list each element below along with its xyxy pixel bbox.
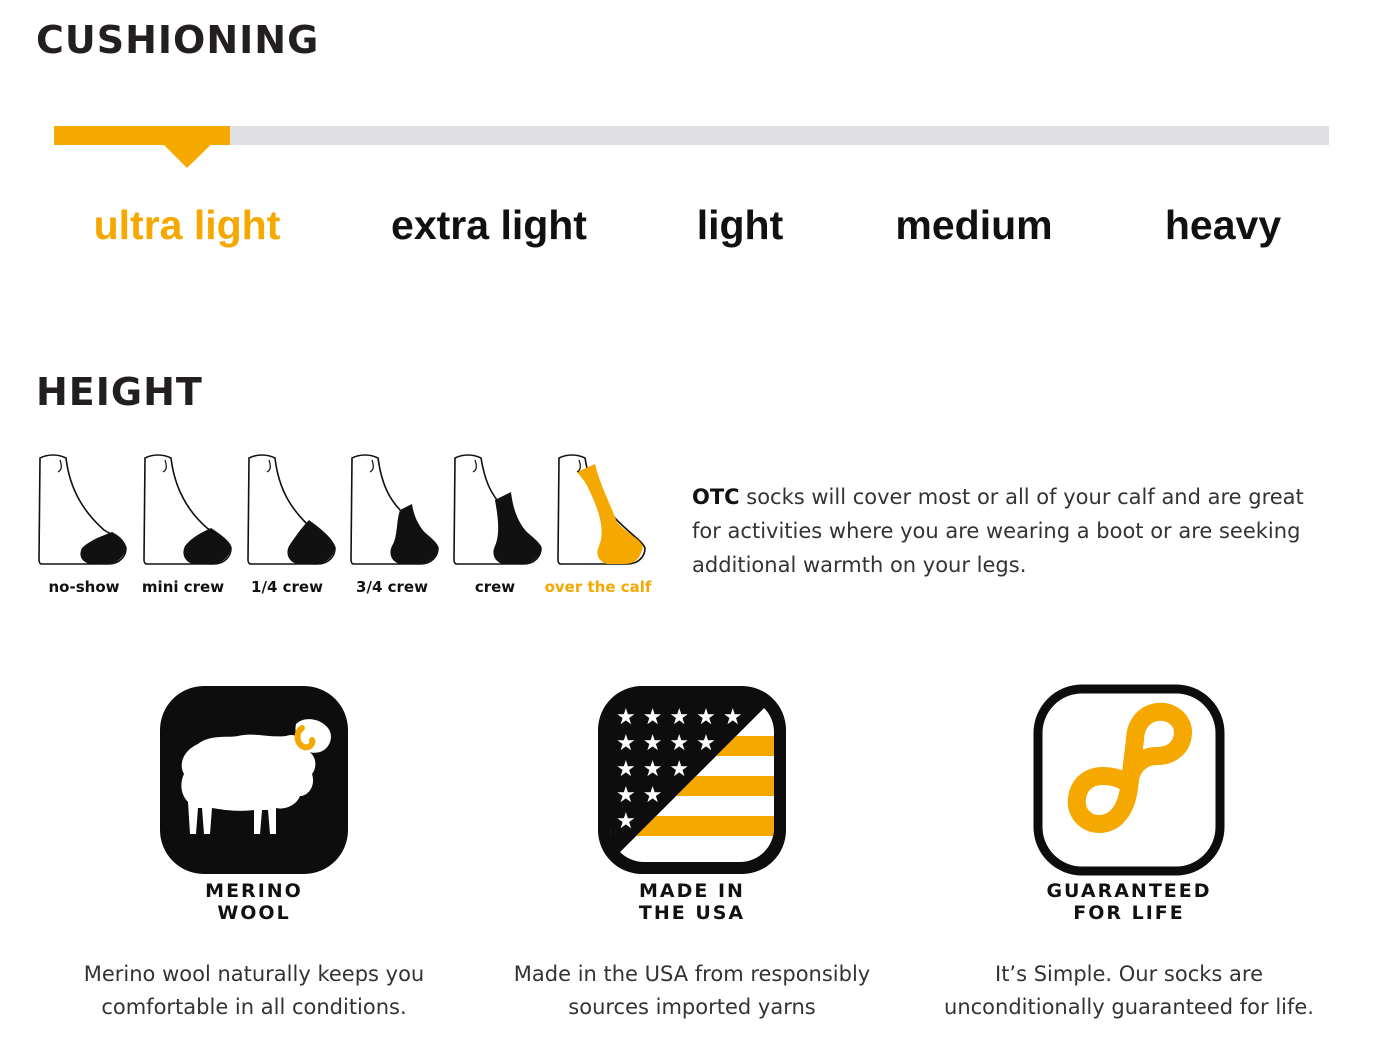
feature-title-made-in-usa <box>532 880 852 924</box>
svg-text:★ ★ ★ ★: ★ ★ ★ ★ <box>616 731 716 756</box>
feature-title-line: MERINO <box>205 880 303 902</box>
svg-text:★ ★ ★: ★ ★ ★ <box>616 757 690 782</box>
svg-text:★: ★ <box>616 809 636 834</box>
feature-description-made-in-usa: Made in the USA from responsibly sources imported yarns <box>513 962 871 1019</box>
height-description-text: socks will cover most or all of your calf and are great for activities where you are wearing a boot or are seeking additional warmth on your legs. <box>692 485 1304 577</box>
feature-title-merino-wool <box>94 880 414 924</box>
feature-title-line: FOR LIFE <box>1073 902 1185 924</box>
height-title: HEIGHT <box>36 370 203 414</box>
cushioning-title: CUSHIONING <box>36 18 320 62</box>
feature-description-guaranteed-for-life: It’s Simple. Our socks are unconditionally guaranteed for life. <box>944 962 1314 1019</box>
quarter-crew-sock-icon[interactable] <box>245 452 337 572</box>
svg-text:★ ★: ★ ★ <box>616 783 663 808</box>
mini-crew-sock-icon[interactable] <box>141 452 233 572</box>
cushioning-option-ultra-light[interactable]: ultra light <box>93 202 281 248</box>
three-quarter-crew-sock-icon[interactable] <box>348 452 440 572</box>
cushioning-option-medium[interactable]: medium <box>895 202 1053 248</box>
infinity-icon <box>1033 684 1225 876</box>
feature-title-line: WOOL <box>217 902 291 924</box>
cushioning-option-light[interactable]: light <box>696 202 784 248</box>
height-option-mini-crew[interactable]: mini crew <box>141 578 225 596</box>
over-the-calf-sock-icon[interactable] <box>555 452 647 572</box>
feature-description-merino-wool: Merino wool naturally keeps you comfortable in all conditions. <box>83 962 425 1019</box>
height-option-over-the-calf[interactable]: over the calf <box>544 578 652 596</box>
cushioning-option-extra-light[interactable]: extra light <box>391 202 587 248</box>
height-option-three-quarter-crew[interactable]: 3/4 crew <box>356 578 428 596</box>
height-description <box>692 480 1322 582</box>
feature-title-line: GUARANTEED <box>1046 880 1212 902</box>
cushioning-option-heavy[interactable]: heavy <box>1164 202 1282 248</box>
cushioning-track[interactable] <box>54 126 1329 145</box>
feature-title-line: MADE IN <box>639 880 745 902</box>
crew-sock-icon[interactable] <box>451 452 543 572</box>
feature-title-line: THE USA <box>638 902 746 924</box>
height-description-lead: OTC <box>692 485 740 509</box>
height-option-no-show[interactable]: no-show <box>48 578 120 596</box>
height-option-quarter-crew[interactable]: 1/4 crew <box>251 578 323 596</box>
no-show-sock-icon[interactable] <box>36 452 128 572</box>
cushioning-pointer-icon <box>54 126 234 172</box>
svg-text:★ ★ ★ ★ ★: ★ ★ ★ ★ ★ <box>616 705 743 730</box>
feature-title-guaranteed-for-life <box>969 880 1289 924</box>
usa-flag-icon <box>596 684 788 876</box>
height-option-crew[interactable]: crew <box>474 578 516 596</box>
sheep-icon <box>158 684 350 876</box>
